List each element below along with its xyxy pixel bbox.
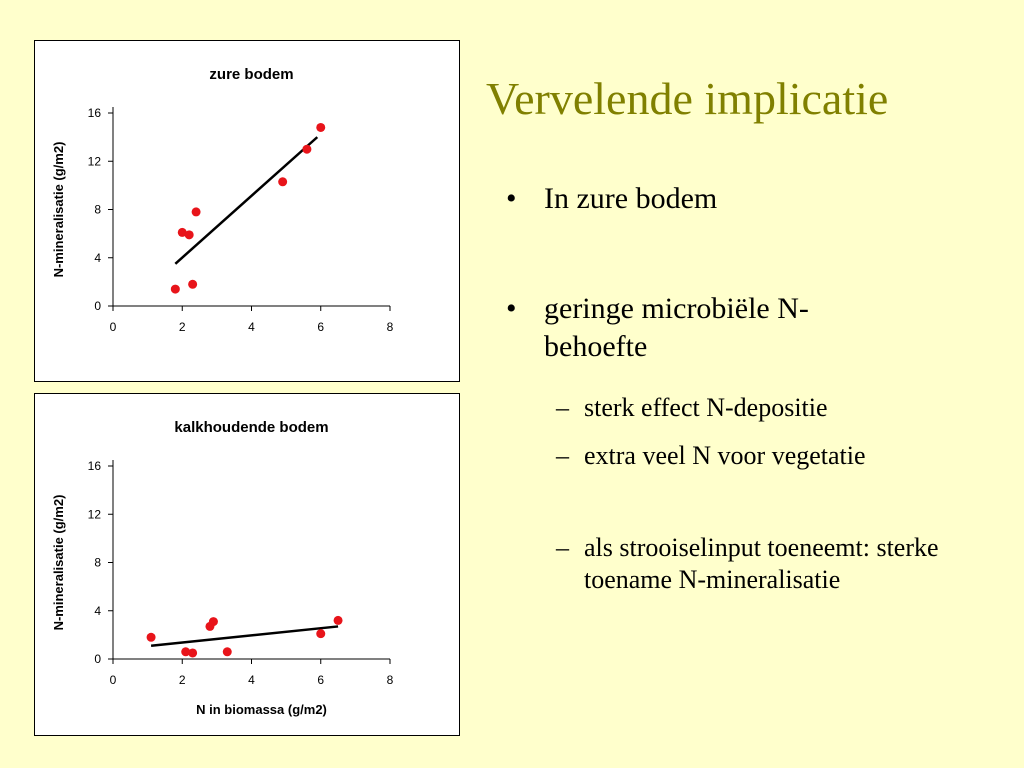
data-point <box>147 633 156 642</box>
x-tick-label: 2 <box>178 673 186 687</box>
chart-title: kalkhoudende bodem <box>174 419 329 436</box>
x-axis-label: N in biomassa (g/m2) <box>196 702 327 717</box>
x-tick-label: 4 <box>248 320 255 334</box>
x-tick-label: 0 <box>109 673 117 687</box>
y-tick-label: 8 <box>94 555 101 570</box>
y-tick-label: 8 <box>94 202 101 217</box>
subbullet-glyph: – <box>556 393 569 422</box>
chart-zure-bodem-svg <box>35 41 459 381</box>
subbullet-text: als strooiselinput toeneemt: sterke toename N-mineralisatie <box>584 533 939 594</box>
trendline <box>151 626 338 645</box>
x-tick-label: 0 <box>109 320 117 334</box>
data-point <box>188 648 197 657</box>
slide-title: Vervelende implicatie <box>486 73 889 124</box>
bullet-text: geringe microbiële N-behoefte <box>544 292 809 363</box>
chart-zure-bodem <box>34 40 460 382</box>
data-point <box>302 145 311 154</box>
subbullet-text: sterk effect N-depositie <box>584 393 828 422</box>
data-point <box>278 177 287 186</box>
chart-title: zure bodem <box>209 66 294 83</box>
y-axis-label: N-mineralisatie (g/m2) <box>51 141 66 278</box>
x-tick-label: 6 <box>317 320 325 334</box>
x-tick-label: 2 <box>178 320 186 334</box>
bullet-glyph: • <box>506 182 517 215</box>
trendline <box>175 137 317 264</box>
y-tick-label: 16 <box>87 106 101 120</box>
data-point <box>316 123 325 132</box>
chart-kalkhoudende-bodem <box>34 393 460 736</box>
y-tick-label: 12 <box>87 507 101 522</box>
data-point <box>316 629 325 638</box>
subbullet-glyph: – <box>556 441 569 470</box>
bullet-text: In zure bodem <box>544 182 718 215</box>
y-tick-label: 16 <box>87 459 101 473</box>
subbullet-text: extra veel N voor vegetatie <box>584 441 866 470</box>
data-point <box>185 230 194 239</box>
y-tick-label: 0 <box>94 299 101 313</box>
y-tick-label: 4 <box>94 603 101 618</box>
bullet-glyph: • <box>506 292 517 325</box>
chart-kalkhoudende-bodem-svg <box>35 394 459 735</box>
y-tick-label: 12 <box>87 154 101 169</box>
y-axis-label: N-mineralisatie (g/m2) <box>51 494 66 631</box>
x-tick-label: 6 <box>317 673 325 687</box>
y-tick-label: 4 <box>94 250 101 265</box>
subbullet-glyph: – <box>556 533 569 562</box>
data-point <box>192 207 201 216</box>
x-tick-label: 8 <box>386 673 394 687</box>
data-point <box>171 285 180 294</box>
x-tick-label: 8 <box>386 320 394 334</box>
data-point <box>209 617 218 626</box>
y-tick-label: 0 <box>94 652 101 666</box>
x-tick-label: 4 <box>248 673 255 687</box>
data-point <box>223 647 232 656</box>
data-point <box>334 616 343 625</box>
data-point <box>188 280 197 289</box>
